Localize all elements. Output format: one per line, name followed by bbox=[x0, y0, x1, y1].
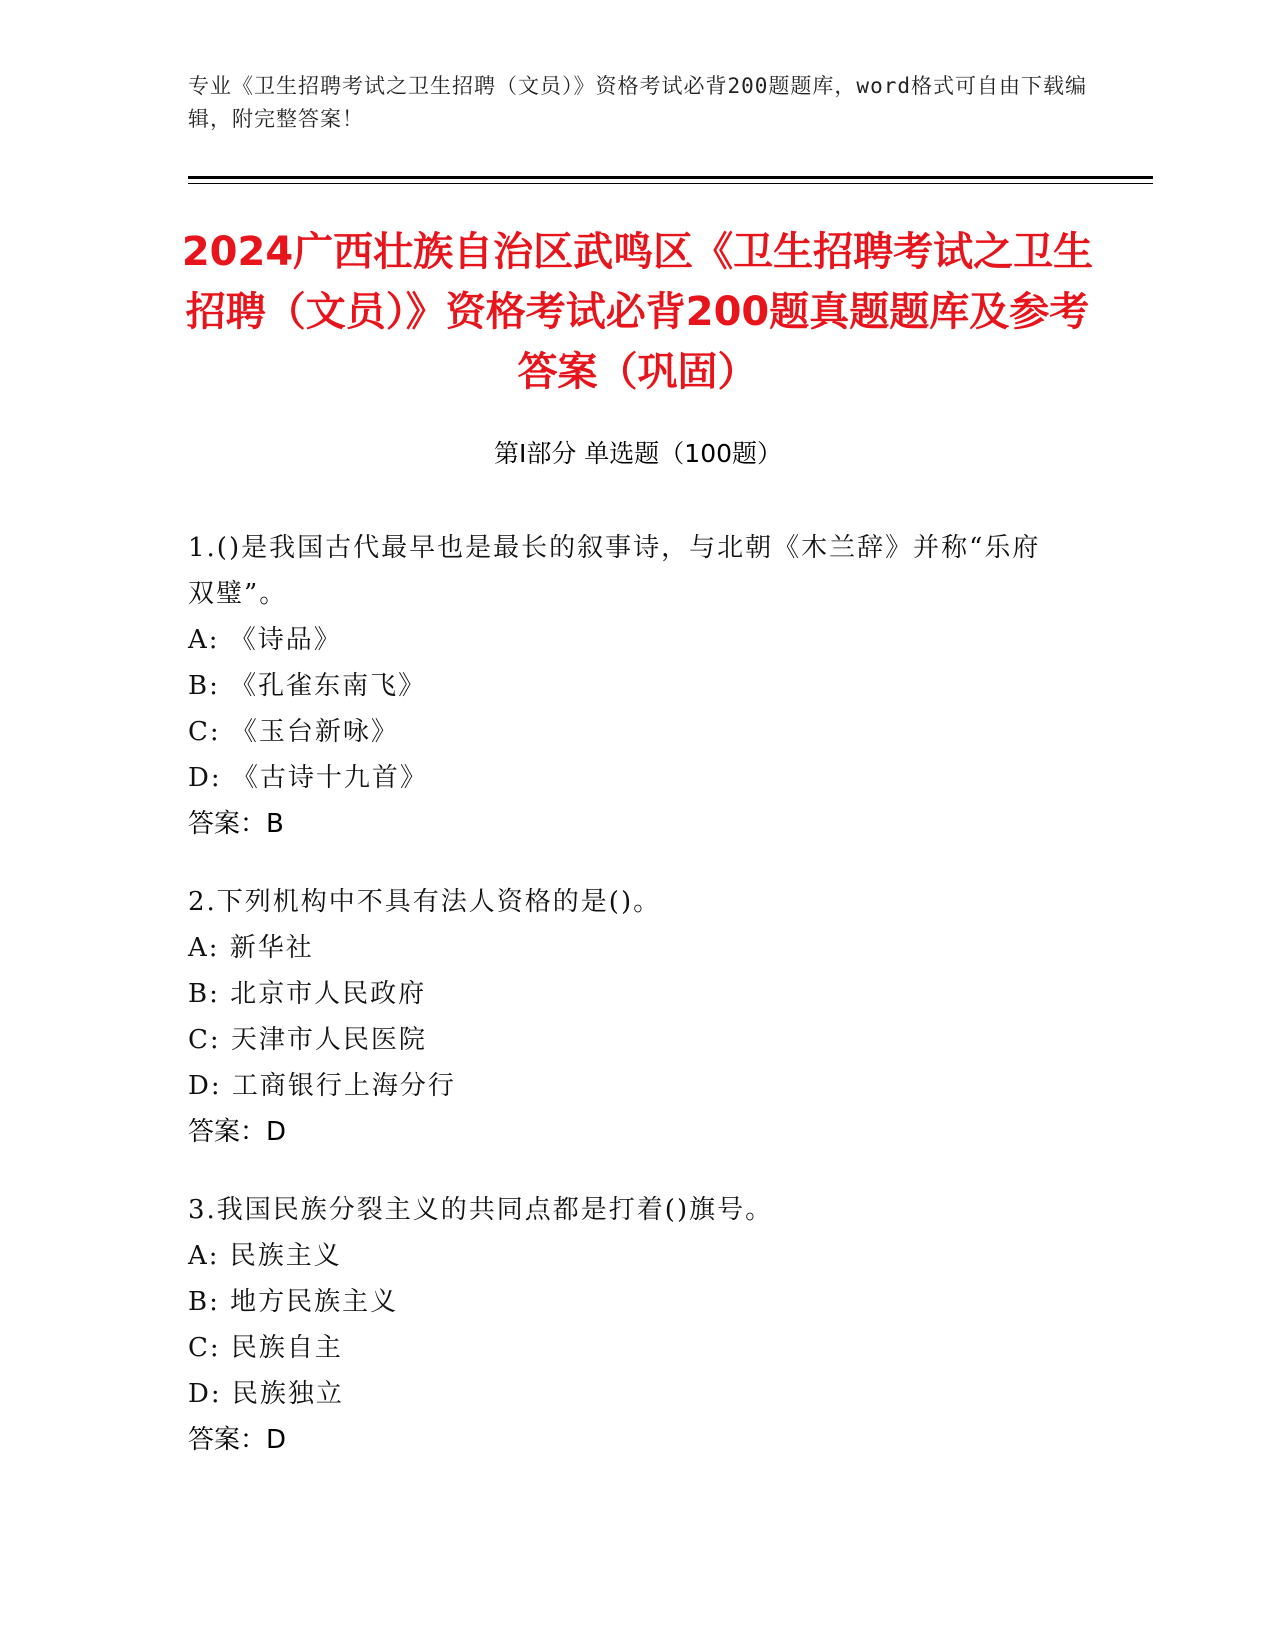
answer-line: 答案：B bbox=[188, 809, 284, 839]
option-b: B: 地方民族主义 bbox=[188, 1287, 399, 1317]
option-d: D: 《古诗十九首》 bbox=[188, 763, 428, 793]
question-stem: 1.()是我国古代最早也是最长的叙事诗，与北朝《木兰辞》并称“乐府双璧”。 bbox=[188, 533, 1041, 609]
question-stem: 2.下列机构中不具有法人资格的是()。 bbox=[188, 887, 662, 917]
option-a: A: 新华社 bbox=[188, 933, 314, 963]
question-1 bbox=[188, 525, 1068, 847]
option-b: B: 北京市人民政府 bbox=[188, 979, 427, 1009]
document-title: 2024广西壮族自治区武鸣区《卫生招聘考试之卫生招聘（文员）》资格考试必背200题真题题库及参考答案（巩固） bbox=[181, 229, 1094, 395]
question-2 bbox=[188, 879, 1068, 1155]
option-d: D: 工商银行上海分行 bbox=[188, 1071, 456, 1101]
option-c: C: 民族自主 bbox=[188, 1333, 343, 1363]
header-divider-thin bbox=[188, 183, 1153, 184]
option-a: A: 《诗品》 bbox=[188, 625, 342, 655]
answer-line: 答案：D bbox=[188, 1425, 287, 1455]
option-c: C: 《玉台新咏》 bbox=[188, 717, 399, 747]
header-divider-thick bbox=[188, 176, 1153, 179]
option-b: B: 《孔雀东南飞》 bbox=[188, 671, 427, 701]
question-stem: 3.我国民族分裂主义的共同点都是打着()旗号。 bbox=[188, 1195, 774, 1225]
option-a: A: 民族主义 bbox=[188, 1241, 342, 1271]
option-c: C: 天津市人民医院 bbox=[188, 1025, 427, 1055]
question-3 bbox=[188, 1187, 1068, 1463]
section-title: 第I部分 单选题（100题） bbox=[493, 439, 783, 468]
page-header-text: 专业《卫生招聘考试之卫生招聘（文员）》资格考试必背200题题库，word格式可自由下载编辑，附完整答案！ bbox=[188, 74, 1087, 131]
answer-line: 答案：D bbox=[188, 1117, 287, 1147]
question-list bbox=[188, 525, 1068, 1495]
option-d: D: 民族独立 bbox=[188, 1379, 344, 1409]
